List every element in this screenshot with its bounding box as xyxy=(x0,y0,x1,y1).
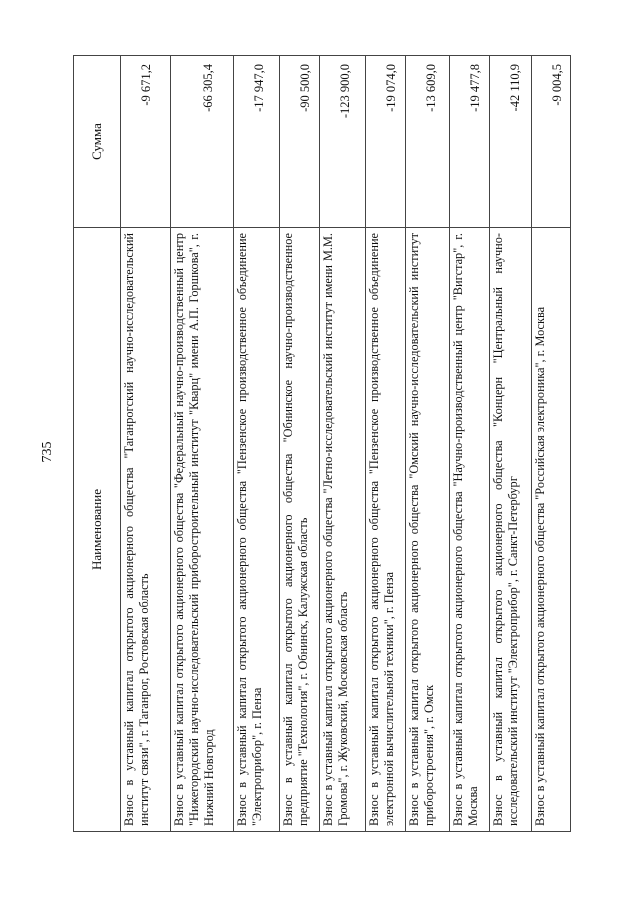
row-name: Взнос в уставный капитал открытого акционерного общества "Омский научно-исследовательский институт приборостроения", г. Омск xyxy=(406,228,450,832)
table-row xyxy=(121,56,171,832)
row-name: Взнос в уставный капитал открытого акционерного общества "Концерн "Центральный научно-исследовательский институт "Электроприбор", г. Санкт-Петербург xyxy=(490,228,532,832)
row-name: Взнос в уставный капитал открытого акционерного общества "Научно-производственный центр "Вигстар", г. Москва xyxy=(450,228,490,832)
row-name: Взнос в уставный капитал открытого акционерного общества "Федеральный научно-производственный центр "Нижегородский научно-исследовательский приборостроительный институт "Кварц" имени А.П. Горшкова", г. Нижний Новгород xyxy=(171,228,234,832)
table-row xyxy=(490,56,532,832)
row-name: Взнос в уставный капитал открытого акционерного общества "Таганрогский научно-исследовательский институт связи", г. Таганрог, Ростовская область xyxy=(121,228,171,832)
table-row xyxy=(280,56,320,832)
budget-table-container xyxy=(73,56,571,832)
column-header-amount: Сумма xyxy=(74,56,121,228)
row-amount: -42 110,9 xyxy=(490,56,532,228)
table-row xyxy=(234,56,280,832)
row-amount: -9 671,2 xyxy=(121,56,171,228)
column-header-name: Наименование xyxy=(74,228,121,832)
row-amount: -19 477,8 xyxy=(450,56,490,228)
row-amount: -123 900,0 xyxy=(320,56,366,228)
table-row xyxy=(532,56,571,832)
table-row xyxy=(366,56,406,832)
row-amount: -9 004,5 xyxy=(532,56,571,228)
row-name: Взнос в уставный капитал открытого акционерного общества "Летно-исследовательский институт имени М.М. Громова", г. Жуковский, Московская область xyxy=(320,228,366,832)
budget-table xyxy=(73,55,571,832)
row-amount: -90 500,0 xyxy=(280,56,320,228)
row-name: Взнос в уставный капитал открытого акционерного общества "Обнинское научно-производственное предприятие "Технология", г. Обнинск, Калужская область xyxy=(280,228,320,832)
row-amount: -19 074,0 xyxy=(366,56,406,228)
row-name: Взнос в уставный капитал открытого акционерного общества "Пензенское производственное объединение "Электроприбор", г. Пенза xyxy=(234,228,280,832)
row-amount: -17 947,0 xyxy=(234,56,280,228)
table-row xyxy=(406,56,450,832)
table-row xyxy=(320,56,366,832)
row-amount: -13 609,0 xyxy=(406,56,450,228)
row-name: Взнос в уставный капитал открытого акционерного общества "Пензенское производственное объединение электронной вычислительной техники", г. Пенза xyxy=(366,228,406,832)
row-name: Взнос в уставный капитал открытого акционерного общества "Российская электроника", г. Москва xyxy=(532,228,571,832)
table-row xyxy=(171,56,234,832)
row-amount: -66 305,4 xyxy=(171,56,234,228)
page-number: 735 xyxy=(40,441,55,463)
table-header-row xyxy=(74,56,121,832)
table-row xyxy=(450,56,490,832)
